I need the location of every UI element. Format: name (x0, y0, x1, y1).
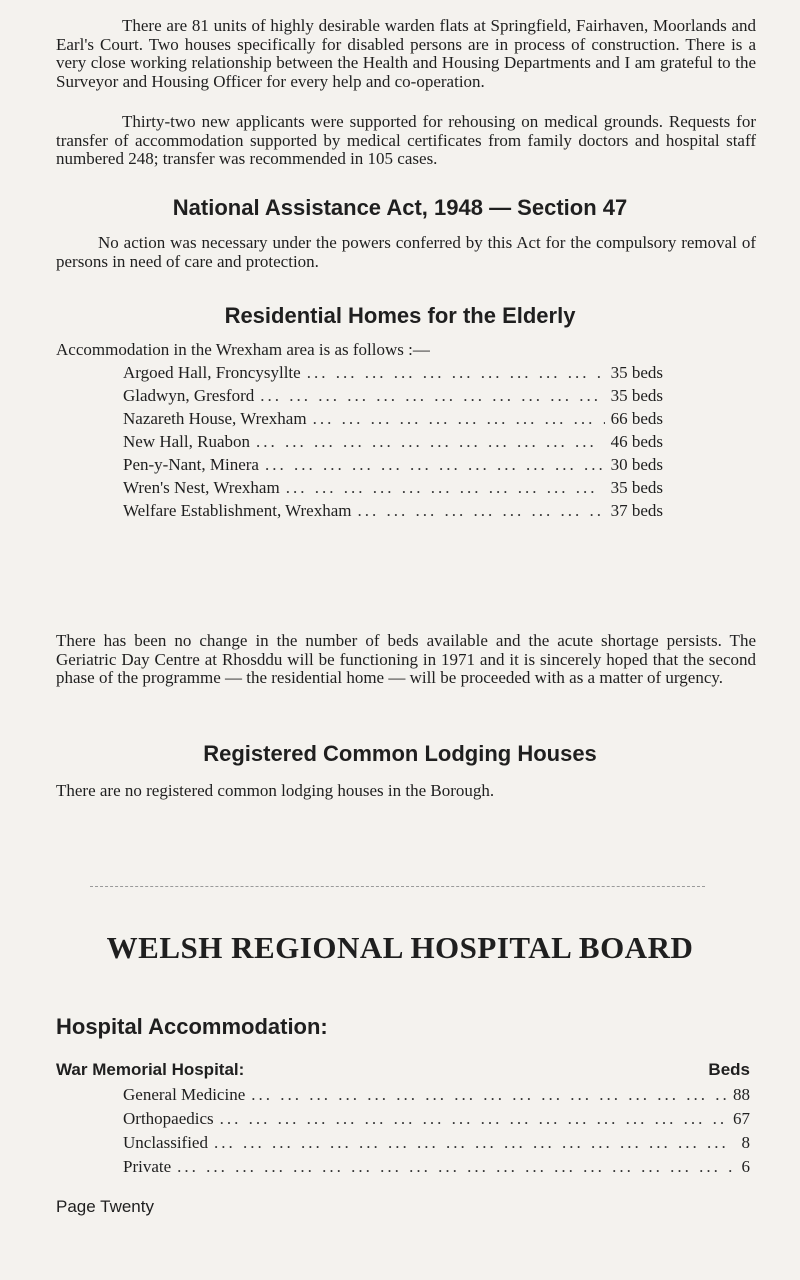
ward-beds: 6 (741, 1157, 750, 1176)
home-name: New Hall, Ruabon (123, 432, 251, 451)
leader-dots (313, 409, 605, 429)
home-name: Welfare Establishment, Wrexham (123, 501, 352, 520)
paragraph-lodging-houses: There are no registered common lodging houses in the Borough. (56, 781, 495, 800)
list-item (123, 363, 663, 386)
list-item (123, 478, 663, 501)
paragraph-beds-note: There has been no change in the number of beds available and the acute shortage persists. The Geriatric Day Centre at Rhosddu will be functioning in 1971 and it is sincerely hoped that the second phase of the programme — the residential home — will be proceeded with as a matter of urgency. (56, 631, 756, 688)
home-beds: 46 beds (610, 432, 663, 451)
paragraph-rehousing: Thirty-two new applicants were supported for rehousing on medical grounds. Requests for transfer of accommodation supported by medical certificates from family doctors and hospital staff numbered 248; transfer was recommended in 105 cases. (56, 112, 756, 169)
beds-column-label: Beds (708, 1060, 750, 1079)
list-item (123, 1085, 750, 1109)
residential-homes-list (123, 363, 663, 524)
list-item (123, 1157, 750, 1181)
section-divider (90, 886, 705, 887)
leader-dots (220, 1109, 727, 1129)
leader-dots (307, 363, 605, 383)
hospital-accommodation-heading: Hospital Accommodation: (56, 1014, 328, 1039)
home-beds: 30 beds (610, 455, 663, 474)
heading-residential-homes: Residential Homes for the Elderly (224, 303, 576, 328)
ward-beds: 8 (741, 1133, 750, 1152)
ward-name: Private (123, 1157, 172, 1176)
leader-dots (251, 1085, 727, 1105)
home-name: Nazareth House, Wrexham (123, 409, 307, 428)
ward-list (123, 1085, 750, 1181)
list-item (123, 1133, 750, 1157)
ward-name: General Medicine (123, 1085, 246, 1104)
leader-dots (214, 1133, 736, 1153)
home-beds: 66 beds (610, 409, 663, 428)
leader-dots (357, 501, 604, 521)
list-item (123, 501, 663, 524)
ward-beds: 88 (733, 1085, 750, 1104)
home-name: Wren's Nest, Wrexham (123, 478, 280, 497)
home-beds: 35 beds (610, 478, 663, 497)
heading-lodging-houses: Registered Common Lodging Houses (203, 741, 597, 766)
paragraph-national-assistance: No action was necessary under the powers conferred by this Act for the compulsory removal of persons in need of care and protection. (56, 233, 756, 271)
page-number: Page Twenty (56, 1197, 154, 1216)
leader-dots (256, 432, 605, 452)
list-item (123, 455, 663, 478)
home-name: Pen-y-Nant, Minera (123, 455, 259, 474)
home-beds: 35 beds (610, 386, 663, 405)
list-item (123, 386, 663, 409)
home-name: Argoed Hall, Froncysyllte (123, 363, 301, 382)
home-beds: 35 beds (610, 363, 663, 382)
leader-dots (265, 455, 605, 475)
home-beds: 37 beds (610, 501, 663, 520)
list-item (123, 1109, 750, 1133)
ward-name: Unclassified (123, 1133, 208, 1152)
leader-dots (177, 1157, 735, 1177)
list-item (123, 432, 663, 455)
list-item (123, 409, 663, 432)
leader-dots (260, 386, 604, 406)
leader-dots (286, 478, 605, 498)
paragraph-warden-flats: There are 81 units of highly desirable warden flats at Springfield, Fairhaven, Moorlands and Earl's Court. Two houses specifically for disabled persons are in process of construction. There is a very close working relationship between the Health and Housing Departments and I am grateful to the Surveyor and Housing Officer for every help and co-operation. (56, 16, 756, 91)
hospital-name: War Memorial Hospital: (56, 1060, 245, 1079)
ward-beds: 67 (733, 1109, 750, 1128)
ward-name: Orthopaedics (123, 1109, 214, 1128)
home-name: Gladwyn, Gresford (123, 386, 255, 405)
accommodation-intro: Accommodation in the Wrexham area is as follows :— (56, 340, 430, 359)
hospital-board-title: WELSH REGIONAL HOSPITAL BOARD (106, 930, 694, 965)
hospital-header-row (56, 1060, 750, 1080)
heading-national-assistance: National Assistance Act, 1948 — Section 47 (172, 195, 628, 220)
